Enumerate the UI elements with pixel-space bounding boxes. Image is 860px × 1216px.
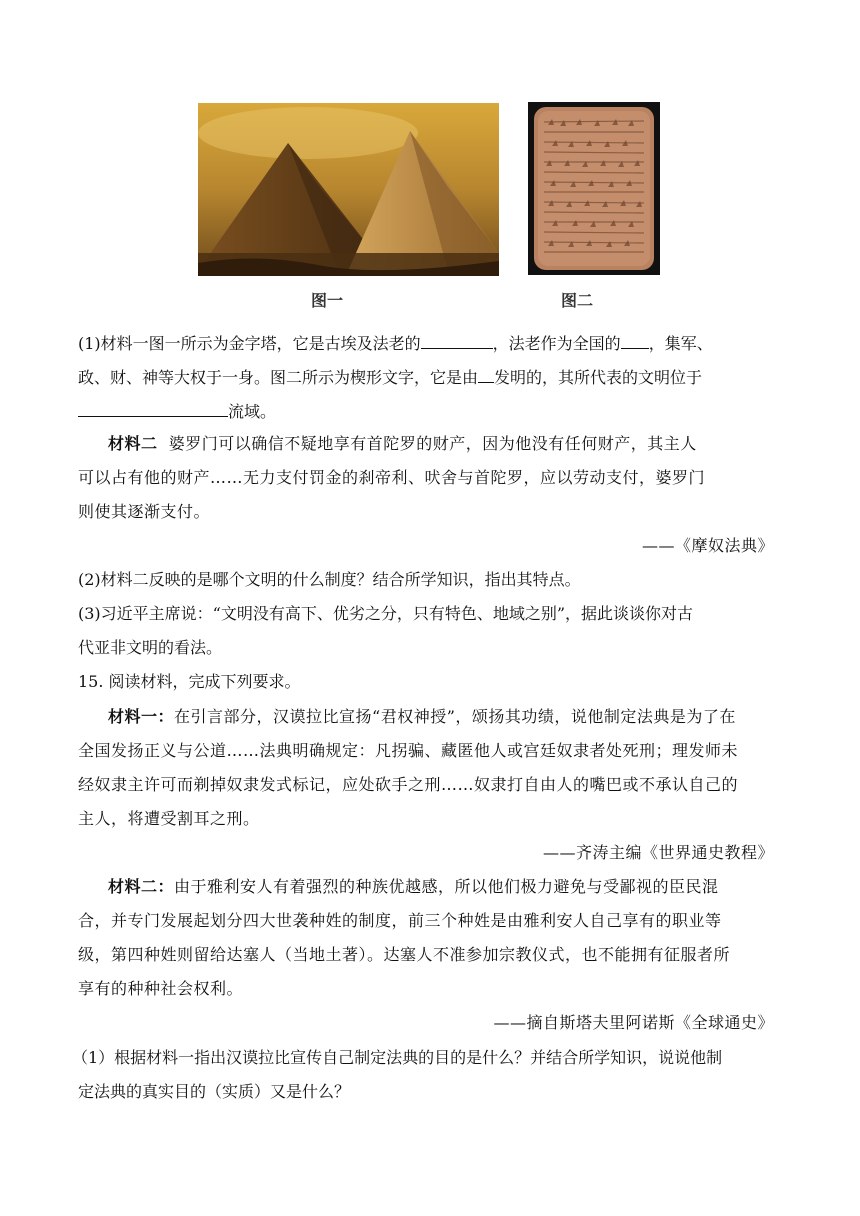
text-span: 发明的，其所代表的文明位于 <box>494 368 703 387</box>
q15-material1-source: ——齐涛主编《世界通史教程》 <box>542 843 774 862</box>
q14-part1-line3 <box>78 399 276 423</box>
text-span: 婆罗门可以确信不疑地享有首陀罗的财产，因为他没有任何财产，其主人 <box>168 434 697 453</box>
q14-material2-source: ——《摩奴法典》 <box>641 536 774 555</box>
q14-material2-line1 <box>108 433 697 455</box>
q15-material1-line2: 全国发扬正义与公道……法典明确规定：凡拐骗、藏匿他人或宫廷奴隶者处死刑；理发师未 <box>78 741 739 760</box>
q15-material1-line1 <box>108 706 736 728</box>
answer-blank <box>421 331 493 349</box>
q14-part3-line1: (3)习近平主席说：“文明没有高下、优劣之分，只有特色、地域之别”，据此谈谈你对古 <box>78 604 694 623</box>
q15-material2-line1 <box>108 876 719 898</box>
pyramids-photo-icon <box>198 103 499 276</box>
material-label: 材料二： <box>108 877 175 896</box>
answer-blank <box>78 399 228 417</box>
q15-material2-line3: 级，第四种姓则留给达塞人（当地土著）。达塞人不准参加宗教仪式，也不能拥有征服者所 <box>78 945 731 964</box>
q15-material1-line3: 经奴隶主许可而剃掉奴隶发式标记，应处砍手之刑……奴隶打自由人的嘴巴或不承认自己的 <box>78 775 739 794</box>
text-span: 政、财、神等大权于一身。图二所示为楔形文字，它是由 <box>78 368 479 387</box>
text-span: 流域。 <box>228 402 277 421</box>
q15-part1-line2: 定法典的真实目的（实质）又是什么？ <box>78 1082 351 1101</box>
text-span: ，法老作为全国的 <box>492 334 621 353</box>
text-span: (1)材料一图一所示为金字塔，它是古埃及法老的 <box>78 334 421 353</box>
cuneiform-tablet-image <box>528 102 660 275</box>
q14-part2: (2)材料二反映的是哪个文明的什么制度？结合所学知识，指出其特点。 <box>78 570 581 589</box>
text-span: 在引言部分，汉谟拉比宣扬“君权神授”，颂扬其功绩，说他制定法典是为了在 <box>174 707 736 726</box>
material-label: 材料一： <box>108 707 175 726</box>
figure-1-caption: 图一 <box>311 291 344 310</box>
q15-material2-line4: 享有的种种社会权利。 <box>78 979 244 998</box>
q15-material2-line2: 合，并专门发展起划分四大世袭种姓的制度，前三个种姓是由雅利安人自己享有的职业等 <box>78 911 722 930</box>
figure-2-caption: 图二 <box>561 291 594 310</box>
q14-material2-line3: 则使其逐渐支付。 <box>78 502 211 521</box>
answer-blank <box>621 331 649 349</box>
cuneiform-tablet-photo-icon <box>528 102 660 275</box>
q14-part1-line2 <box>78 365 702 389</box>
q15-material2-source: ——摘自斯塔夫里阿诺斯《全球通史》 <box>493 1013 774 1032</box>
text-span: 由于雅利安人有着强烈的种族优越感，所以他们极力避免与受鄙视的臣民混 <box>174 877 719 896</box>
q14-material2-line2: 可以占有他的财产……无力支付罚金的刹帝利、吠舍与首陀罗，应以劳动支付，婆罗门 <box>78 468 706 487</box>
pyramids-image <box>198 103 499 276</box>
q15-title: 15. 阅读材料，完成下列要求。 <box>78 672 301 691</box>
q14-part3-line2: 代亚非文明的看法。 <box>78 638 223 657</box>
q15-material1-line4: 主人，将遭受割耳之刑。 <box>78 809 260 828</box>
material-label: 材料二 <box>108 434 158 453</box>
q15-part1-line1: （1）根据材料一指出汉谟拉比宣传自己制定法典的目的是什么？并结合所学知识，说说他制 <box>72 1048 723 1067</box>
q14-part1-line1 <box>78 331 713 355</box>
answer-blank <box>478 365 494 383</box>
text-span: ，集军、 <box>648 334 713 353</box>
